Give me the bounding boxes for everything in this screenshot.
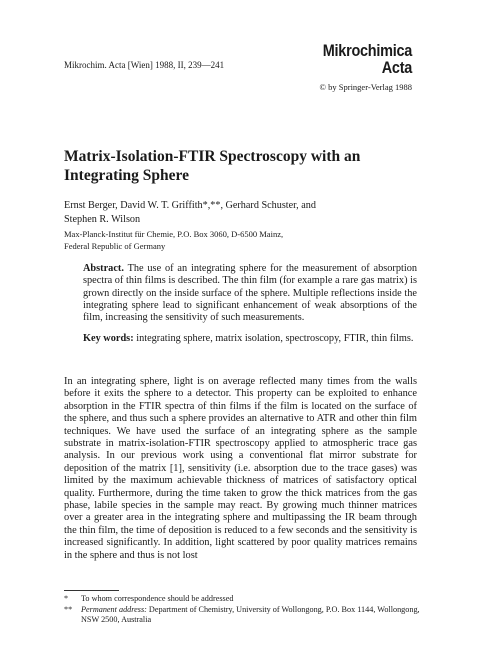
abstract [83,263,417,324]
footnote-1-text: To whom correspondence should be addressed [81,594,234,603]
article-title-line2: Integrating Sphere [64,167,190,184]
footnote-divider [64,590,119,591]
article-title-line1: Matrix-Isolation-FTIR Spectroscopy with an [64,148,361,165]
journal-logo-line1: Mikrochimica [322,41,412,60]
affiliation-line2: Federal Republic of Germany [64,240,166,251]
journal-citation: Mikrochim. Acta [Wien] 1988, II, 239—241 [64,60,225,70]
footnote-2-label: Permanent address: [81,604,147,614]
article-title [64,147,404,185]
keywords [83,333,417,345]
keywords-text: integrating sphere, matrix isolation, spectroscopy, FTIR, thin films. [136,333,414,344]
journal-logo [323,42,412,76]
footnote-2 [64,605,424,626]
abstract-label: Abstract. [83,263,124,274]
body-paragraph: In an integrating sphere, light is on average reflected many times from the walls before it exits the sphere to a detector. This property can be exploited to enhance absorption in the FTIR spectra of thin films if the film is located on the surface of the sphere, and thus such a sphere provides an alternative to ATR and other thin film techniques. We have used the surface of an integrating sphere as the sample substrate in matrix-isolation-FTIR spectroscopy applied to atmospheric trace gas analysis. In our previous work using a conventional flat mirror substrate for deposition of the matrix [1], sensitivity (i.e. absorption due to the trace gases) was limited by the maximum achievable thickness of matrices of satisfactory optical quality. Furthermore, during the time taken to grow the thick matrices from the gas phase, labile species in the sample may react. By growing much thinner matrices over a greater area in the integrating sphere and multipassing the IR beam through the thin film, the time of deposition is reduced to a few seconds and the sensitivity is increased significantly. In addition, light scattered by poor quality matrices remains in the sphere and thus is not lost [64,376,417,561]
author-affiliation [64,229,404,252]
keywords-label: Key words: [83,333,134,344]
footnote-2-mark: ** [64,604,73,614]
affiliation-line1: Max-Planck-Institut für Chemie, P.O. Box 3060, D-6500 Mainz, [64,229,284,239]
author-list-line1: Ernst Berger, David W. T. Griffith*,**, Gerhard Schuster, and [64,200,316,211]
abstract-text: The use of an integrating sphere for the measurement of absorption spectra of thin films is described. The thin film (for example a rare gas matrix) is grown directly on the inside surface of the sphere. Multiple reflections inside the integrating sphere lead to significant enhancement of weak absorptions of the film, increasing the sensitivity of such measurements. [83,263,417,324]
footnote-2-text: Department of Chemistry, University of Wollongong, P.O. Box 1144, Wollongong, NSW 2500, Australia [81,604,420,624]
footnotes [64,594,424,626]
footnote-1-mark: * [64,594,69,603]
copyright-notice: © by Springer-Verlag 1988 [319,82,412,92]
author-list [64,199,404,226]
journal-logo-line2: Acta [381,58,412,77]
footnote-2-body [81,605,424,626]
author-list-line2: Stephen R. Wilson [64,213,141,225]
footnote-1 [64,594,424,605]
